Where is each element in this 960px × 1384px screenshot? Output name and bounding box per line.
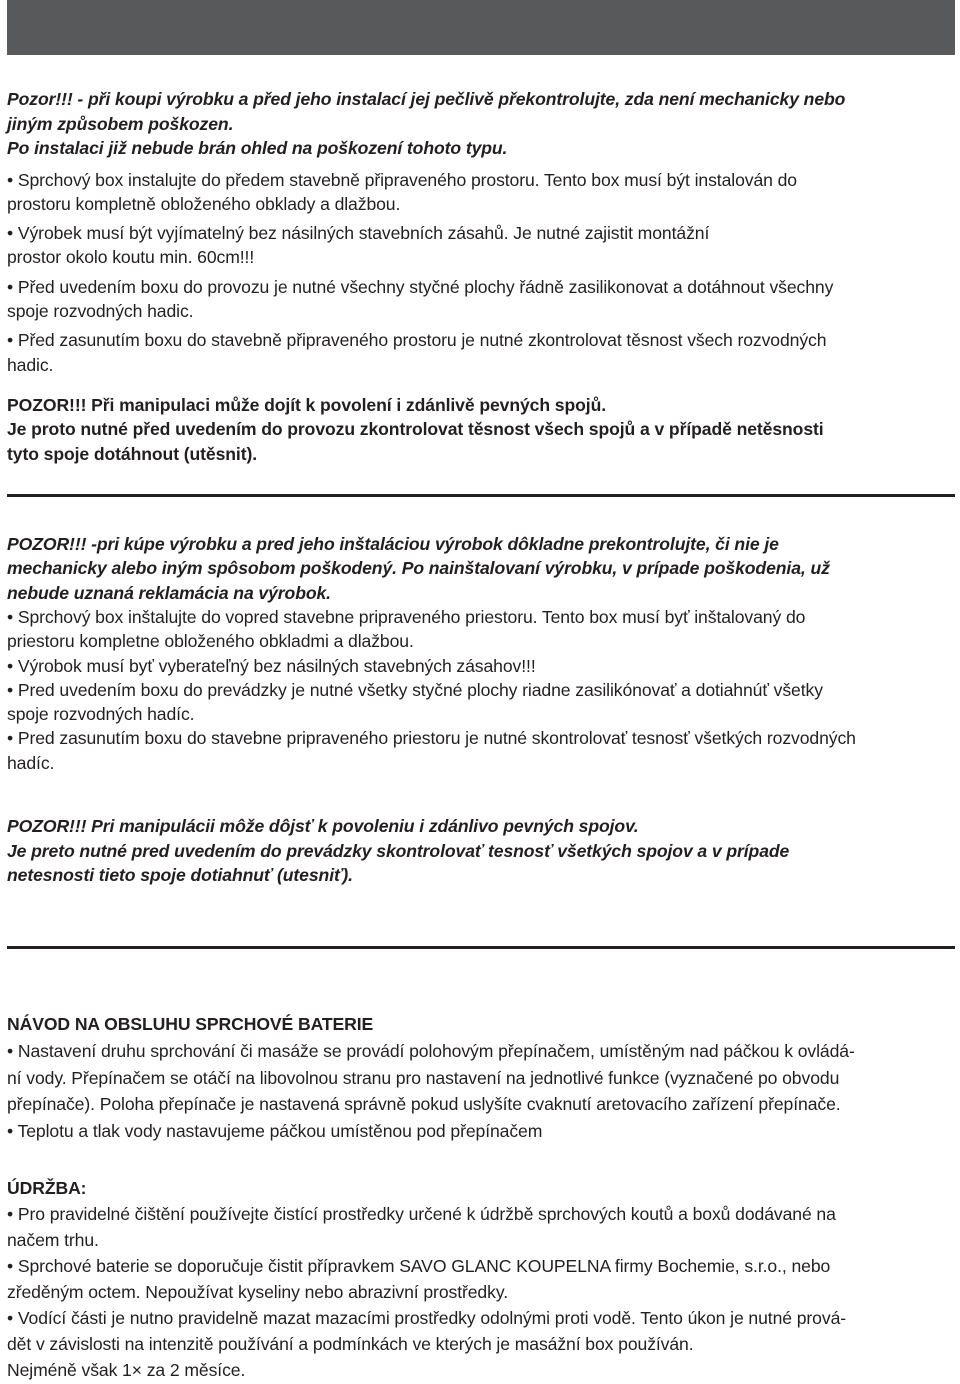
sk-bullet-line: • Pred zasunutím boxu do stavebne pripraveného priestoru je nutné skontrolovať tesnosť všetkých rozvodných [7,728,856,749]
cz-pozor-line: POZOR!!! Při manipulaci může dojít k povolení i zdánlivě pevných spojů. [7,395,607,415]
cz-bullet-line: • Sprchový box instalujte do předem stavebně připraveného prostoru. Tento box musí být instalován do [7,170,797,190]
cz-pozor [7,393,955,466]
cz-bullet-line: • Před zasunutím boxu do stavebně připraveného prostoru je nutné zkontrolovat těsnost všech rozvodných [7,330,827,351]
sk-bullet-line: • Výrobok musí byť vyberateľný bez násilných stavebných zásahov!!! [7,655,536,676]
maintenance [7,1175,955,1383]
sk-pozor-line: Je preto nutné pred uvedením do prevádzky skontrolovať tesnosť všetkých spojov a v prípade [7,840,790,861]
cz-bullet-line: prostoru kompletně obloženého obklady a dlažbou. [7,194,401,215]
maintenance-line: • Sprchové baterie se doporučuje čistit přípravkem SAVO GLANC KOUPELNA firmy Bochemie, s.r.o., nebo [7,1256,831,1276]
sk-warning-line: mechanicky alebo iným spôsobom poškodený. Po nainštalovaní výrobku, v prípade poškodenia, už [7,558,830,579]
sk-bullets [7,605,955,775]
manual-line: • Nastavení druhu sprchování či masáže se provádí polohovým přepínačem, umístěným nad páčkou k ovládá- [7,1040,855,1061]
maintenance-line: zředěným octem. Nepoužívat kyseliny nebo abrazivní prostředky. [7,1282,508,1302]
manual-line: • Teplotu a tlak vody nastavujeme páčkou umístěnou pod přepínačem [7,1121,543,1142]
cz-warning-line: jiným způsobem poškozen. [7,113,234,134]
sk-pozor-line: netesnosti tieto spoje dotiahnuť (utesniť). [7,865,353,885]
cz-pozor-line: tyto spoje dotáhnout (utěsnit). [7,443,258,464]
cz-bullets [7,168,955,377]
maintenance-line: • Pro pravidelné čištění používejte čistící prostředky určené k údržbě sprchových koutů a boxů dodávané na [7,1204,836,1224]
cz-warning [7,87,955,161]
cz-bullet-line: prostor okolo koutu min. 60cm!!! [7,247,255,268]
sk-bullet-line: • Pred uvedením boxu do prevádzky je nutné všetky styčné plochy riadne zasilikónovať a dotiahnúť všetky [7,679,823,700]
sk-warning-line: nebude uznaná reklamácia na výrobok. [7,582,331,603]
cz-warning-line: Po instalaci již nebude brán ohled na poškození tohoto typu. [7,138,508,158]
manual-line: ní vody. Přepínačem se otáčí na libovolnou stranu pro nastavení na jednotlivé funkce (vyznačené po obvodu [7,1067,840,1088]
sk-warning-line: POZOR!!! -pri kúpe výrobku a pred jeho inštaláciou výrobok dôkladne prekontrolujte, či nie je [7,534,779,554]
maintenance-heading: ÚDRŽBA: [7,1178,87,1198]
section-divider [7,946,955,949]
cz-warning-line: Pozor!!! - při koupi výrobku a před jeho instalací jej pečlivě překontrolujte, zda není mechanicky nebo [7,89,846,109]
cz-bullet-line: • Výrobek musí být vyjímatelný bez násilných stavebních zásahů. Je nutné zajistit montážní [7,222,710,243]
maintenance-line: Nejméně však 1× za 2 měsíce. [7,1360,246,1380]
cz-bullet-line: spoje rozvodných hadic. [7,301,194,322]
header-bar [7,0,955,55]
sk-pozor-line: POZOR!!! Pri manipulácii môže dôjsť k povoleniu i zdánlivo pevných spojov. [7,816,639,836]
sk-bullet-line: priestoru kompletne obloženého obkladmi a dlažbou. [7,631,414,652]
sk-bullet-line: • Sprchový box inštalujte do vopred stavebne pripraveného priestoru. Tento box musí byť inštalovaný do [7,607,806,627]
sk-bullet-line: hadíc. [7,752,55,773]
cz-pozor-line: Je proto nutné před uvedením do provozu zkontrolovat těsnost všech spojů a v případě netěsnosti [7,419,824,440]
cz-bullet-line: hadic. [7,354,54,375]
shower-mixer-manual [7,1011,955,1145]
manual-heading: NÁVOD NA OBSLUHU SPRCHOVÉ BATERIE [7,1014,374,1034]
manual-line: přepínače). Poloha přepínače je nastavená správně pokud uslyšíte cvaknutí aretovacího zařízení přepínače. [7,1094,841,1115]
maintenance-line: načem trhu. [7,1230,99,1250]
section-divider [7,494,955,497]
sk-bullet-line: spoje rozvodných hadíc. [7,704,195,725]
maintenance-line: dět v závislosti na intenzitě používání a podmínkách ve kterých je masážní box používán. [7,1334,694,1354]
cz-bullet-line: • Před uvedením boxu do provozu je nutné všechny styčné plochy řádně zasilikonovat a dotáhnout všechny [7,276,834,297]
sk-pozor [7,814,955,888]
sk-warning [7,532,955,605]
maintenance-line: • Vodící části je nutno pravidelně mazat mazacími prostředky odolnými proti vodě. Tento úkon je nutné prová- [7,1308,847,1328]
